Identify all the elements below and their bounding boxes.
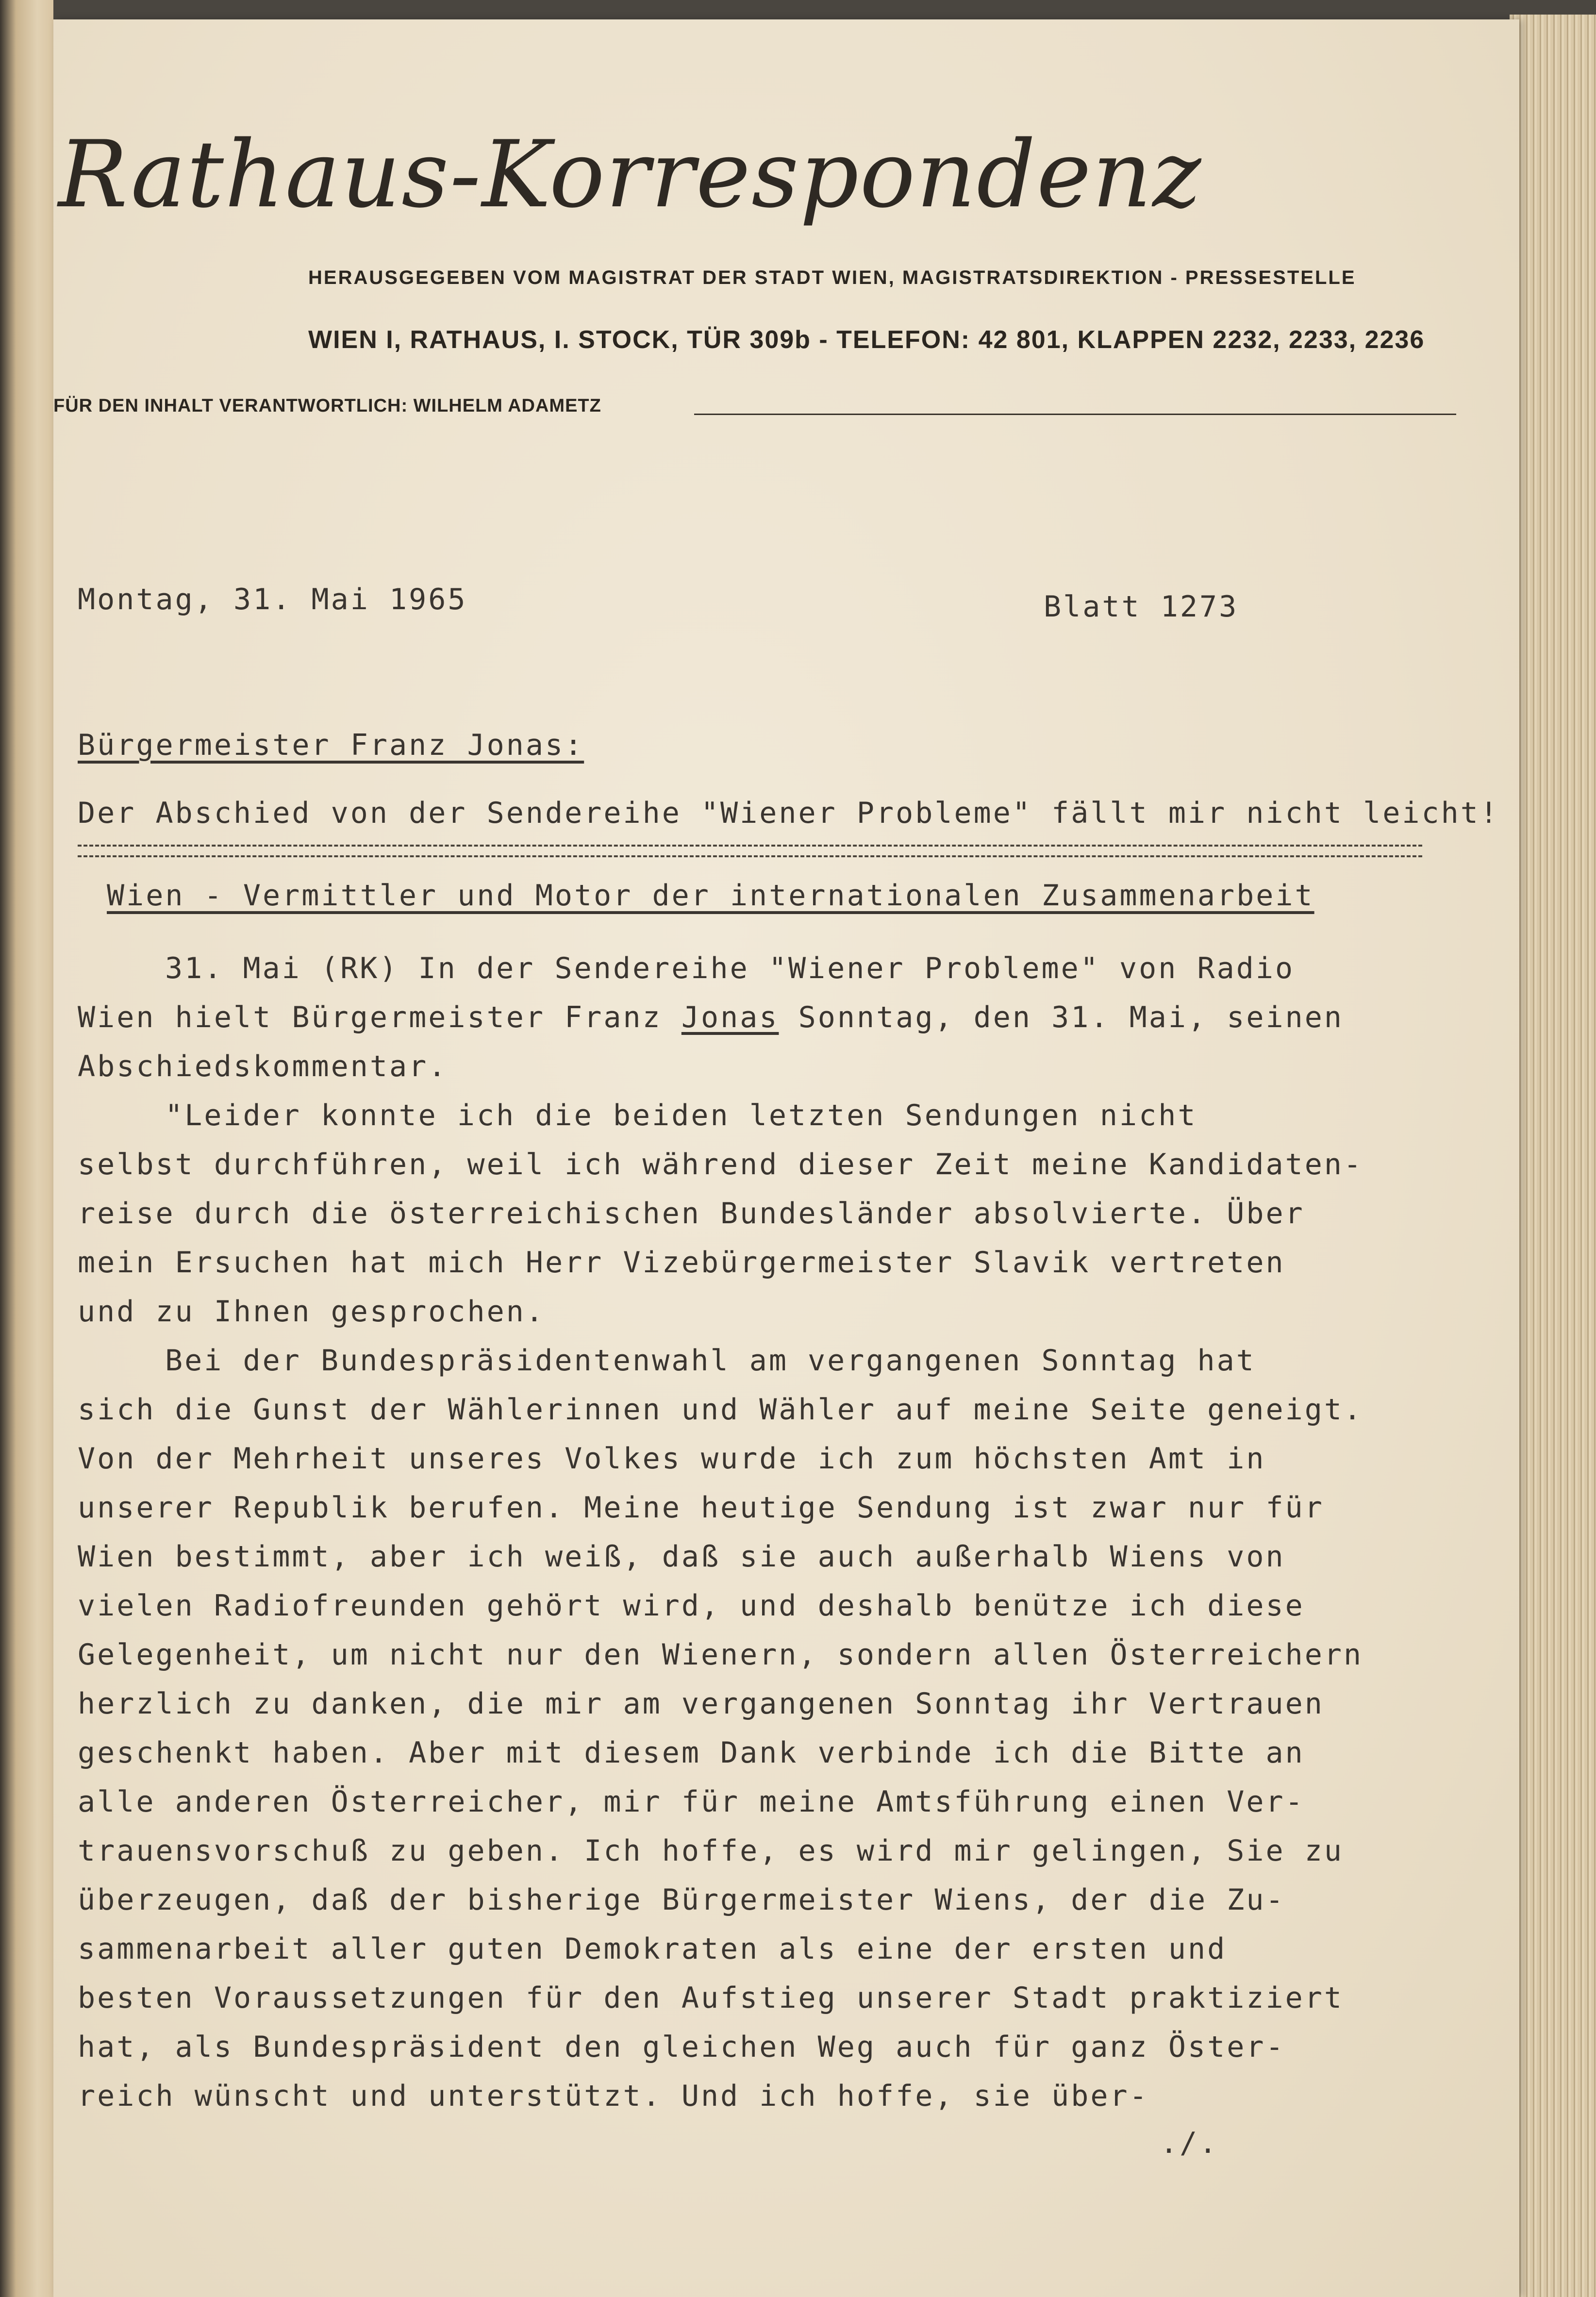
body-line [78,993,1446,1042]
body-line: 31. Mai (RK) In der Sendereihe "Wiener Probleme" von Radio [165,951,1295,985]
body-text: Wien hielt Bürgermeister Franz [78,1000,682,1034]
address-line: WIEN I, RATHAUS, I. STOCK, TÜR 309b - TELEFON: 42 801, KLAPPEN 2232, 2233, 2236 [308,326,1425,354]
masthead-script-title [58,121,1202,240]
body-line: vielen Radiofreunden gehört wird, und deshalb benütze ich diese [78,1589,1305,1623]
body-line: Bei der Bundespräsidentenwahl am vergangenen Sonntag hat [165,1344,1256,1378]
body-line: Gelegenheit, um nicht nur den Wienern, sondern allen Österreichern [78,1638,1363,1672]
body-line: besten Voraussetzungen für den Aufstieg unserer Stadt praktiziert [78,1981,1344,2015]
body-line: mein Ersuchen hat mich Herr Vizebürgermeister Slavik vertreten [78,1246,1285,1280]
publisher-line: HERAUSGEGEBEN VOM MAGISTRAT DER STADT WIEN, MAGISTRATSDIREKTION - PRESSESTELLE [308,267,1356,288]
continuation-mark: ./. [1160,2126,1219,2160]
double-rule-divider [78,845,1422,857]
responsible-line: FÜR DEN INHALT VERANTWORTLICH: WILHELM ADAMETZ [53,396,601,416]
body-line: und zu Ihnen gesprochen. [78,1295,545,1329]
body-line: Abschiedskommentar. [78,1049,448,1083]
article-subheading: Der Abschied von der Sendereihe "Wiener Probleme" fällt mir nicht leicht! [78,796,1499,830]
article-heading: Bürgermeister Franz Jonas: [78,728,584,762]
document-page [53,19,1519,2297]
sheet-number: Blatt 1273 [1044,590,1239,624]
body-line: reich wünscht und unterstützt. Und ich hoffe, sie über- [78,2079,1149,2113]
body-line: trauensvorschuß zu geben. Ich hoffe, es wird mir gelingen, Sie zu [78,1834,1344,1868]
body-line: Von der Mehrheit unseres Volkes wurde ich zum höchsten Amt in [78,1442,1266,1476]
body-line: geschenkt haben. Aber mit diesem Dank verbinde ich die Bitte an [78,1736,1305,1770]
issue-date: Montag, 31. Mai 1965 [78,583,467,616]
body-line: hat, als Bundespräsident den gleichen Weg auch für ganz Öster- [78,2030,1285,2064]
body-line: selbst durchführen, weil ich während dieser Zeit meine Kandidaten- [78,1148,1363,1182]
body-line: herzlich zu danken, die mir am vergangenen Sonntag ihr Vertrauen [78,1687,1324,1721]
body-line: Wien bestimmt, aber ich weiß, daß sie auch außerhalb Wiens von [78,1540,1285,1574]
responsible-rule [694,414,1456,415]
body-line: reise durch die österreichischen Bundesländer absolvierte. Über [78,1197,1305,1231]
body-text: Sonntag, den 31. Mai, seinen [779,1000,1344,1034]
body-line: alle anderen Österreicher, mir für meine Amtsführung einen Ver- [78,1785,1305,1819]
article-body [78,944,1446,2121]
name-jonas: Jonas [681,1000,779,1034]
body-line: "Leider konnte ich die beiden letzten Sendungen nicht [165,1099,1197,1132]
body-line: sammenarbeit aller guten Demokraten als eine der ersten und [78,1932,1227,1966]
body-line: unserer Republik berufen. Meine heutige Sendung ist zwar nur für [78,1491,1324,1525]
body-line: überzeugen, daß der bisherige Bürgermeister Wiens, der die Zu- [78,1883,1285,1917]
svg-text:Rathaus-Korrespondenz: Rathaus-Korrespondenz [58,121,1202,228]
page-edges [1510,15,1596,2297]
article-title: Wien - Vermittler und Motor der internationalen Zusammenarbeit [107,879,1314,913]
book-binding-left [0,0,53,2297]
masthead-logo [58,121,1202,240]
body-line: sich die Gunst der Wählerinnen und Wähler auf meine Seite geneigt. [78,1393,1363,1427]
